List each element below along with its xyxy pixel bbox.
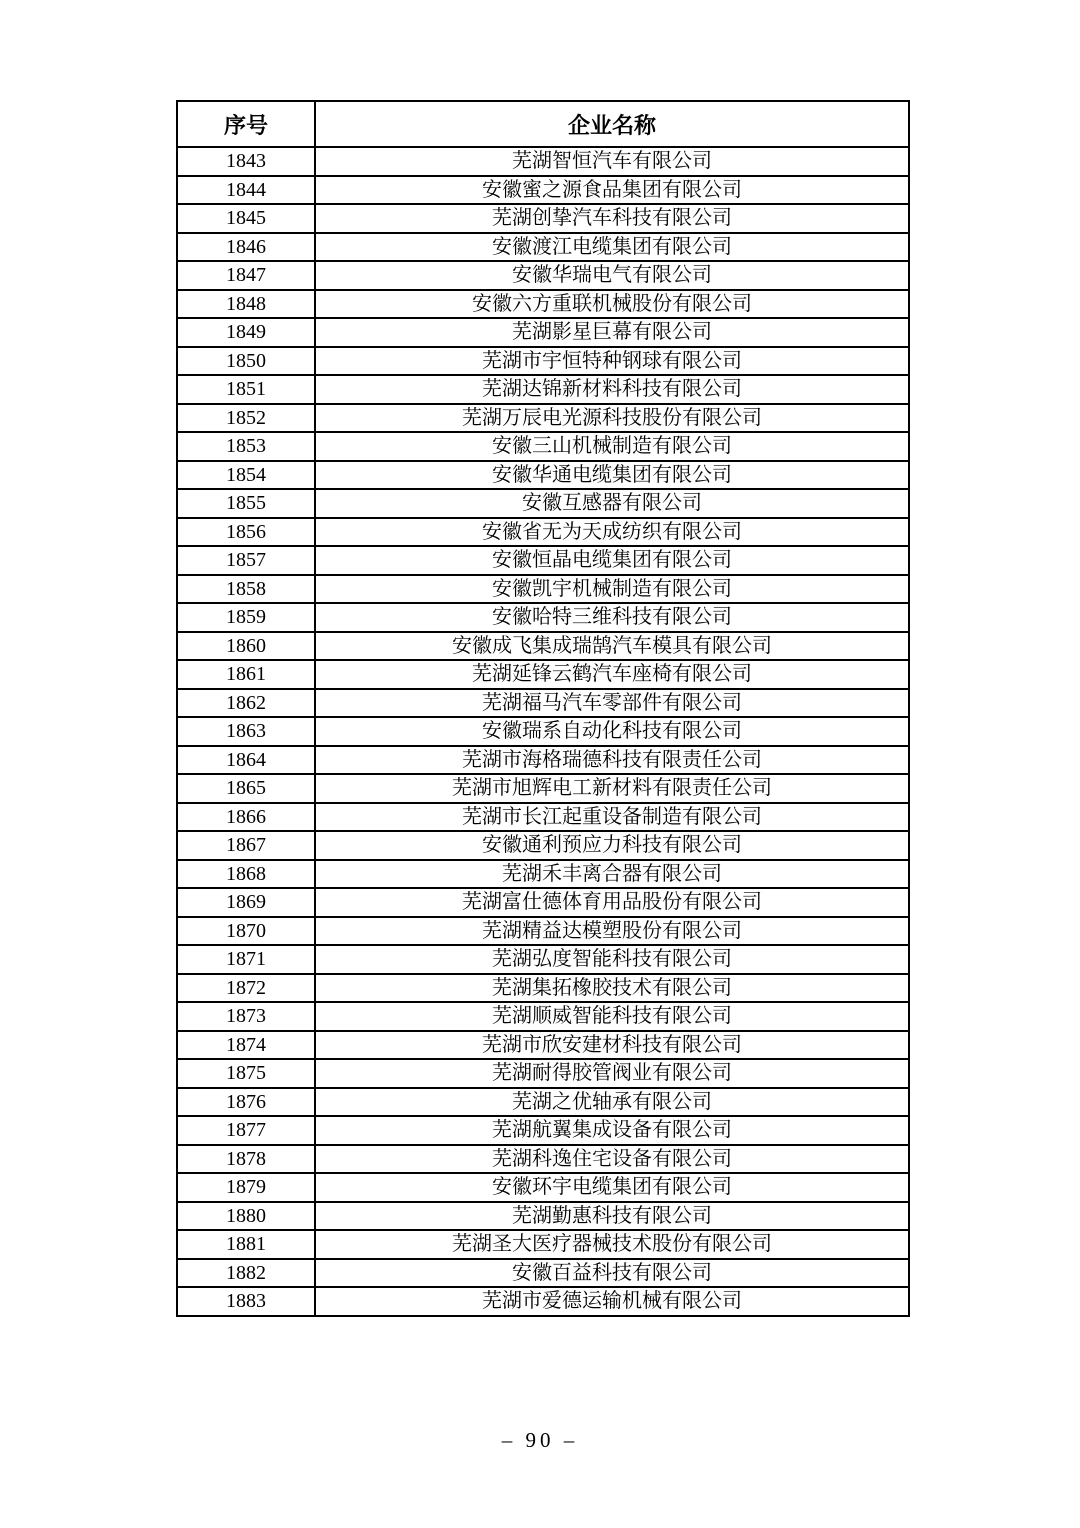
row-serial-number: 1863 bbox=[177, 717, 315, 746]
table-row bbox=[177, 432, 909, 461]
row-serial-number: 1866 bbox=[177, 803, 315, 832]
row-serial-number: 1872 bbox=[177, 974, 315, 1003]
row-company-name: 芜湖福马汽车零部件有限公司 bbox=[315, 689, 909, 718]
table-row bbox=[177, 1088, 909, 1117]
table-row bbox=[177, 1202, 909, 1231]
row-serial-number: 1848 bbox=[177, 290, 315, 319]
row-serial-number: 1882 bbox=[177, 1259, 315, 1288]
row-serial-number: 1852 bbox=[177, 404, 315, 433]
row-company-name: 安徽恒晶电缆集团有限公司 bbox=[315, 546, 909, 575]
table-row bbox=[177, 917, 909, 946]
row-serial-number: 1864 bbox=[177, 746, 315, 775]
page-number: – 90 – bbox=[501, 1428, 579, 1452]
row-serial-number: 1856 bbox=[177, 518, 315, 547]
row-company-name: 安徽瑞系自动化科技有限公司 bbox=[315, 717, 909, 746]
row-company-name: 安徽六方重联机械股份有限公司 bbox=[315, 290, 909, 319]
row-serial-number: 1860 bbox=[177, 632, 315, 661]
row-serial-number: 1877 bbox=[177, 1116, 315, 1145]
row-serial-number: 1861 bbox=[177, 660, 315, 689]
row-serial-number: 1851 bbox=[177, 375, 315, 404]
table-row bbox=[177, 318, 909, 347]
row-company-name: 安徽通利预应力科技有限公司 bbox=[315, 831, 909, 860]
table-row bbox=[177, 575, 909, 604]
table-row bbox=[177, 1031, 909, 1060]
table-row bbox=[177, 147, 909, 176]
table-row bbox=[177, 375, 909, 404]
row-company-name: 芜湖航翼集成设备有限公司 bbox=[315, 1116, 909, 1145]
table-row bbox=[177, 888, 909, 917]
row-company-name: 芜湖弘度智能科技有限公司 bbox=[315, 945, 909, 974]
row-serial-number: 1844 bbox=[177, 176, 315, 205]
row-company-name: 芜湖顺威智能科技有限公司 bbox=[315, 1002, 909, 1031]
row-company-name: 芜湖市长江起重设备制造有限公司 bbox=[315, 803, 909, 832]
table-row bbox=[177, 860, 909, 889]
row-company-name: 芜湖科逸住宅设备有限公司 bbox=[315, 1145, 909, 1174]
row-company-name: 芜湖达锦新材料科技有限公司 bbox=[315, 375, 909, 404]
table-row bbox=[177, 1002, 909, 1031]
row-company-name: 芜湖富仕德体育用品股份有限公司 bbox=[315, 888, 909, 917]
row-serial-number: 1857 bbox=[177, 546, 315, 575]
row-serial-number: 1878 bbox=[177, 1145, 315, 1174]
table-row bbox=[177, 546, 909, 575]
row-company-name: 安徽省无为天成纺织有限公司 bbox=[315, 518, 909, 547]
table-row bbox=[177, 1116, 909, 1145]
table-row bbox=[177, 1173, 909, 1202]
table-row bbox=[177, 1287, 909, 1316]
row-company-name: 芜湖勤惠科技有限公司 bbox=[315, 1202, 909, 1231]
row-serial-number: 1871 bbox=[177, 945, 315, 974]
table-row bbox=[177, 204, 909, 233]
table-row bbox=[177, 632, 909, 661]
row-company-name: 安徽环宇电缆集团有限公司 bbox=[315, 1173, 909, 1202]
row-serial-number: 1867 bbox=[177, 831, 315, 860]
table-row bbox=[177, 689, 909, 718]
row-serial-number: 1883 bbox=[177, 1287, 315, 1316]
row-company-name: 芜湖精益达模塑股份有限公司 bbox=[315, 917, 909, 946]
row-company-name: 芜湖市海格瑞德科技有限责任公司 bbox=[315, 746, 909, 775]
row-company-name: 芜湖市宇恒特种钢球有限公司 bbox=[315, 347, 909, 376]
row-company-name: 安徽蜜之源食品集团有限公司 bbox=[315, 176, 909, 205]
header-company-name: 企业名称 bbox=[315, 101, 909, 147]
row-company-name: 安徽哈特三维科技有限公司 bbox=[315, 603, 909, 632]
table-row bbox=[177, 176, 909, 205]
table-row bbox=[177, 489, 909, 518]
row-company-name: 安徽互感器有限公司 bbox=[315, 489, 909, 518]
row-serial-number: 1876 bbox=[177, 1088, 315, 1117]
table-row bbox=[177, 1059, 909, 1088]
row-company-name: 芜湖影星巨幕有限公司 bbox=[315, 318, 909, 347]
row-serial-number: 1855 bbox=[177, 489, 315, 518]
row-company-name: 芜湖创挚汽车科技有限公司 bbox=[315, 204, 909, 233]
row-serial-number: 1870 bbox=[177, 917, 315, 946]
table-row bbox=[177, 233, 909, 262]
row-serial-number: 1875 bbox=[177, 1059, 315, 1088]
table-row bbox=[177, 461, 909, 490]
table-row bbox=[177, 746, 909, 775]
row-company-name: 芜湖之优轴承有限公司 bbox=[315, 1088, 909, 1117]
row-serial-number: 1859 bbox=[177, 603, 315, 632]
row-company-name: 安徽三山机械制造有限公司 bbox=[315, 432, 909, 461]
row-company-name: 安徽凯宇机械制造有限公司 bbox=[315, 575, 909, 604]
row-serial-number: 1845 bbox=[177, 204, 315, 233]
table-row bbox=[177, 347, 909, 376]
row-serial-number: 1846 bbox=[177, 233, 315, 262]
table-row bbox=[177, 404, 909, 433]
row-company-name: 安徽华瑞电气有限公司 bbox=[315, 261, 909, 290]
row-serial-number: 1850 bbox=[177, 347, 315, 376]
row-serial-number: 1881 bbox=[177, 1230, 315, 1259]
row-serial-number: 1843 bbox=[177, 147, 315, 176]
row-company-name: 安徽成飞集成瑞鹄汽车模具有限公司 bbox=[315, 632, 909, 661]
row-company-name: 芜湖耐得胶管阀业有限公司 bbox=[315, 1059, 909, 1088]
row-company-name: 芜湖延锋云鹤汽车座椅有限公司 bbox=[315, 660, 909, 689]
row-serial-number: 1880 bbox=[177, 1202, 315, 1231]
table-row bbox=[177, 603, 909, 632]
row-serial-number: 1868 bbox=[177, 860, 315, 889]
row-serial-number: 1873 bbox=[177, 1002, 315, 1031]
row-serial-number: 1854 bbox=[177, 461, 315, 490]
row-company-name: 安徽华通电缆集团有限公司 bbox=[315, 461, 909, 490]
table-row bbox=[177, 831, 909, 860]
row-company-name: 芜湖禾丰离合器有限公司 bbox=[315, 860, 909, 889]
table-row bbox=[177, 290, 909, 319]
table-row bbox=[177, 518, 909, 547]
table-row bbox=[177, 803, 909, 832]
row-company-name: 芜湖圣大医疗器械技术股份有限公司 bbox=[315, 1230, 909, 1259]
row-company-name: 芜湖集拓橡胶技术有限公司 bbox=[315, 974, 909, 1003]
row-serial-number: 1874 bbox=[177, 1031, 315, 1060]
row-serial-number: 1865 bbox=[177, 774, 315, 803]
table-row bbox=[177, 945, 909, 974]
table-row bbox=[177, 261, 909, 290]
table-row bbox=[177, 1145, 909, 1174]
company-table bbox=[176, 100, 910, 1317]
row-company-name: 安徽渡江电缆集团有限公司 bbox=[315, 233, 909, 262]
table-row bbox=[177, 717, 909, 746]
row-company-name: 芜湖市旭辉电工新材料有限责任公司 bbox=[315, 774, 909, 803]
row-company-name: 芜湖市爱德运输机械有限公司 bbox=[315, 1287, 909, 1316]
table-header-row bbox=[177, 101, 909, 147]
row-serial-number: 1879 bbox=[177, 1173, 315, 1202]
row-serial-number: 1849 bbox=[177, 318, 315, 347]
row-serial-number: 1853 bbox=[177, 432, 315, 461]
row-serial-number: 1869 bbox=[177, 888, 315, 917]
row-company-name: 芜湖市欣安建材科技有限公司 bbox=[315, 1031, 909, 1060]
row-serial-number: 1847 bbox=[177, 261, 315, 290]
table-row bbox=[177, 974, 909, 1003]
header-serial-number: 序号 bbox=[177, 101, 315, 147]
row-company-name: 芜湖智恒汽车有限公司 bbox=[315, 147, 909, 176]
row-serial-number: 1862 bbox=[177, 689, 315, 718]
row-company-name: 安徽百益科技有限公司 bbox=[315, 1259, 909, 1288]
table-row bbox=[177, 1230, 909, 1259]
row-serial-number: 1858 bbox=[177, 575, 315, 604]
table-row bbox=[177, 774, 909, 803]
table-row bbox=[177, 1259, 909, 1288]
row-company-name: 芜湖万辰电光源科技股份有限公司 bbox=[315, 404, 909, 433]
company-table-body bbox=[177, 147, 909, 1316]
table-row bbox=[177, 660, 909, 689]
